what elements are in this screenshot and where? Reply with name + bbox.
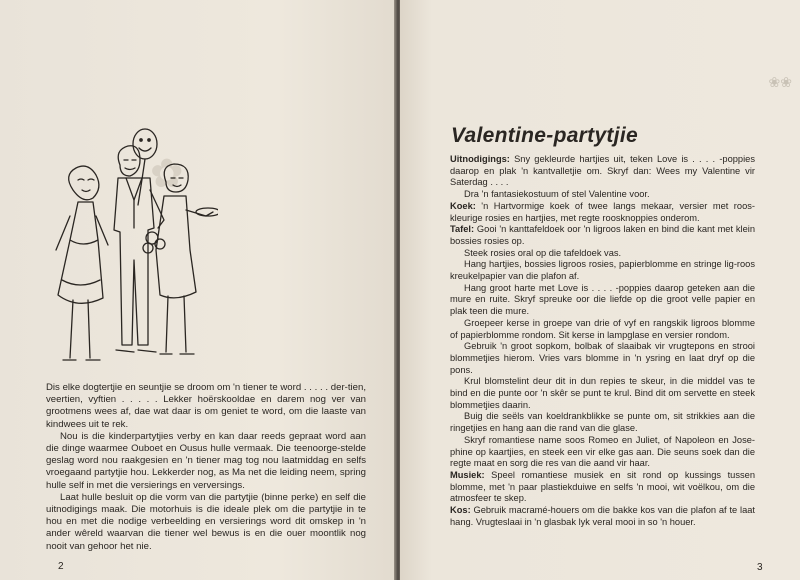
- right-page: [400, 0, 800, 580]
- section-paragraph: [450, 376, 755, 411]
- section-label: Kos:: [450, 505, 471, 516]
- teen-couple-with-balloon-illustration: [48, 120, 218, 375]
- section-text: Gooi 'n kanttafeldoek oor 'n ligroos laken en bind die kant met klein bossies rosies op.: [450, 224, 755, 246]
- section-paragraph: [450, 248, 755, 260]
- section-text: Steek rosies oral op die tafeldoek vas.: [464, 247, 622, 258]
- section-label: Tafel:: [450, 224, 475, 235]
- section-paragraph: [450, 470, 755, 505]
- section-text: Speel romantiese musiek en sit rond op kussings tussen blomme, met 'n paar plastiekduiwe en selfs 'n mooi, wit voëlkou, om die atmosfeer te skep.: [450, 469, 755, 504]
- section-paragraph: [450, 435, 755, 470]
- left-paragraph: Nou is die kinderpartytjies verby en kan daar reeds gepraat word aan die dinge waarmee Ouboet en Ousus hulle vermaak. Die teenoorge-stelde geslag word nou raakgesien en 'n tiener mag tog nou laatmiddag en selfs vroegaand partytjie hou. Lekkerder nog, as Ma net die leiding neem, spring hulle self in met die versierings en verversings.: [46, 430, 366, 491]
- section-label: Uitnodigings:: [450, 154, 510, 164]
- section-paragraph: [450, 341, 755, 376]
- section-text: Hang groot harte met Love is . . . . -poppies daarop geteken aan die mure en ruite. Skryf spreuke oor die liefde op die groot velle papier en plak teen die mure.: [450, 282, 755, 317]
- section-text: Gebruik 'n groot sopkom, bolbak of slaaibak vir vrugtepons en strooi blommetjies hierom. Vries vars blomme in 'n ysring en laat dryf op die pons.: [450, 341, 755, 375]
- section-text: Dra 'n fantasiekostuum of stel Valentine voor.: [464, 189, 650, 200]
- bleed-through-decoration: ✿: [150, 151, 184, 196]
- section-paragraph: [450, 283, 755, 318]
- section-paragraph: [450, 411, 755, 434]
- right-body-text: [450, 154, 755, 529]
- section-text: Hang hartjies, bossies ligroos rosies, papierblomme en stringe lig-roos kreukelpapier van die plafon af.: [450, 259, 755, 282]
- page-title: Valentine-partytjie: [451, 124, 638, 147]
- section-text: Gebruik macramé-houers om die bakke kos van die plafon af te laat hang. Vrugteslaai in 'n glasbak lyk veral mooi in so 'n houer.: [450, 505, 755, 527]
- section-paragraph: [450, 318, 755, 341]
- section-paragraph: [450, 154, 755, 189]
- section-label: Musiek:: [450, 469, 485, 480]
- bleed-through-decoration: ❀❀: [768, 74, 792, 90]
- left-body-text: [46, 382, 366, 553]
- left-page: [0, 0, 397, 580]
- section-paragraph: [450, 505, 755, 528]
- section-text: Skryf romantiese name soos Romeo en Juliet, of Napoleon en Jose-phine op kaartjies, en steek een vir elke gas aan. Die seuns soek dan die regte maat en sorg die res van die aand vir haar.: [450, 434, 755, 469]
- section-text: Buig die seëls van koeldrankblikke se punte om, sit strikkies aan die ringetjies en hang aan die rand van die glase.: [450, 411, 755, 434]
- left-paragraph: Dis elke dogtertjie en seuntjie se droom om 'n tiener te word . . . . . der-tien, veertien, vyftien . . . . . Lekker hoërskooldae en darem nog ver van grootmens wees af, dae wat daar is om geniet te word, om die laaste van kindwees uit te rek.: [46, 382, 366, 430]
- section-paragraph: [450, 189, 755, 201]
- page-number-left: 2: [58, 561, 64, 572]
- section-text: Groepeer kerse in groepe van drie of vyf en rangskik ligroos blomme of papierblomme rondom. Sit kerse in lampglase en versier rondom.: [450, 317, 755, 340]
- section-text: Krul blomstelint deur dit in dun repies te skeur, in die middel vas te bind en die punte oor 'n skêr se punt te krul. Bind dit om servette en steek blommetjies daarin.: [450, 376, 755, 410]
- section-paragraph: [450, 259, 755, 282]
- section-text: 'n Hartvormige koek of twee langs mekaar, versier met roos-kleurige rosies en hartjies, met regte roosknoppies onderom.: [450, 200, 755, 223]
- section-paragraph: [450, 224, 755, 247]
- left-paragraph: Laat hulle besluit op die vorm van die partytjie (binne perke) en self die uitnodigings maak. Die motorhuis is die ideale plek om die partytjie in te hou en met die nodige verbeelding en versierings word dit omskep in 'n ander wêreld waarvan die tiener wel bewus is en die ouer moontlik nog nooit van gehoor het nie.: [46, 491, 366, 552]
- section-text: Sny gekleurde hartjies uit, teken Love is . . . . -poppies daarop en plak 'n kantvalletjie om. Skryf dan: Wees my Valentine vir Saterdag . . . .: [450, 154, 755, 188]
- section-paragraph: [450, 201, 755, 224]
- page-number-right: 3: [757, 562, 763, 573]
- section-label: Koek:: [450, 200, 476, 211]
